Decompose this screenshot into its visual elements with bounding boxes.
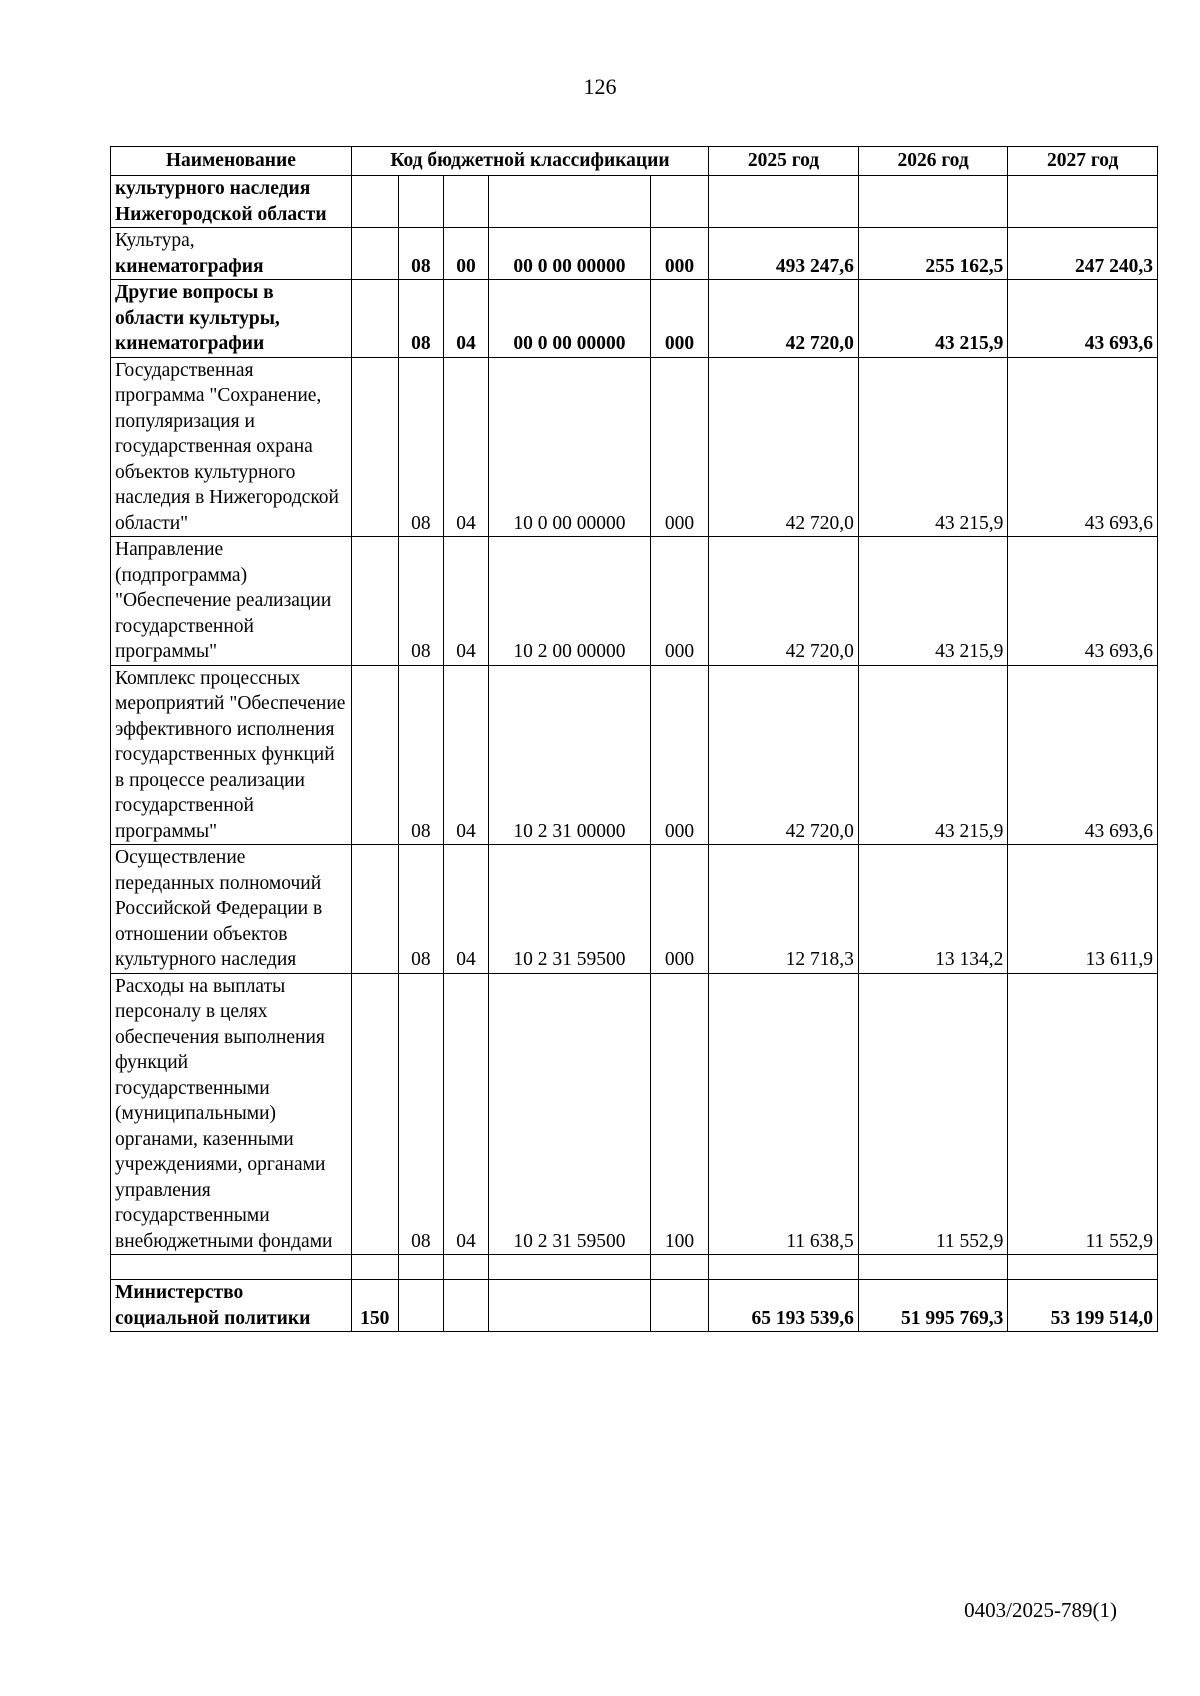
- row-razdel: 08: [398, 845, 443, 974]
- row-2027: 13 611,9: [1008, 845, 1158, 974]
- row-admin: [351, 537, 398, 666]
- table-row: [111, 228, 1158, 280]
- row-2026: 43 215,9: [858, 357, 1008, 537]
- row-2027: [1008, 1255, 1158, 1280]
- table-row: [111, 537, 1158, 666]
- row-csr: [488, 1255, 650, 1280]
- row-2026: 11 552,9: [858, 973, 1008, 1255]
- row-2026: 43 215,9: [858, 665, 1008, 845]
- table-row: [111, 973, 1158, 1255]
- row-podrazdel: 04: [443, 665, 488, 845]
- header-2027: 2027 год: [1008, 147, 1158, 176]
- row-name: Комплекс процессных мероприятий "Обеспечение эффективного исполнения государственных функций в процессе реализации государственной программы": [111, 665, 352, 845]
- row-admin: [351, 1255, 398, 1280]
- row-admin: 150: [351, 1280, 398, 1332]
- row-admin: [351, 845, 398, 974]
- row-podrazdel: [443, 1280, 488, 1332]
- row-podrazdel: 04: [443, 357, 488, 537]
- row-podrazdel: 04: [443, 537, 488, 666]
- page-number: 126: [583, 74, 617, 99]
- row-razdel: 08: [398, 357, 443, 537]
- table-row: [111, 1280, 1158, 1332]
- table-row: [111, 280, 1158, 358]
- row-csr: 10 2 00 00000: [488, 537, 650, 666]
- row-vr: [650, 1280, 708, 1332]
- row-2027: 247 240,3: [1008, 228, 1158, 280]
- table-header-row: [111, 147, 1158, 176]
- table-row-empty: [111, 1255, 1158, 1280]
- row-razdel: 08: [398, 228, 443, 280]
- row-vr: 000: [650, 228, 708, 280]
- row-2025: 42 720,0: [709, 357, 859, 537]
- row-csr: 10 2 31 00000: [488, 665, 650, 845]
- row-2025: [709, 1255, 859, 1280]
- budget-table: [110, 146, 1158, 1332]
- row-2025: 12 718,3: [709, 845, 859, 974]
- table-row: [111, 357, 1158, 537]
- row-2025: 42 720,0: [709, 537, 859, 666]
- table-row: [111, 665, 1158, 845]
- row-name: Расходы на выплаты персоналу в целях обеспечения выполнения функций государственными (муниципальными) органами, казенными учреждениями, органами управления государственными внебюджетными фондами: [111, 973, 352, 1255]
- row-podrazdel: 04: [443, 280, 488, 358]
- row-2027: 43 693,6: [1008, 665, 1158, 845]
- row-vr: [650, 176, 708, 228]
- row-2026: 51 995 769,3: [858, 1280, 1008, 1332]
- row-2025: 65 193 539,6: [709, 1280, 859, 1332]
- row-2025: 42 720,0: [709, 280, 859, 358]
- document-number: 0403/2025-789(1): [964, 1598, 1117, 1622]
- row-name: [111, 1255, 352, 1280]
- row-admin: [351, 665, 398, 845]
- row-name: культурного наследия Нижегородской области: [111, 176, 352, 228]
- header-name: Наименование: [111, 147, 352, 176]
- row-2025: 11 638,5: [709, 973, 859, 1255]
- row-vr: 000: [650, 665, 708, 845]
- row-2026: [858, 176, 1008, 228]
- row-razdel: [398, 1280, 443, 1332]
- row-vr: 000: [650, 357, 708, 537]
- row-csr: 00 0 00 00000: [488, 280, 650, 358]
- row-2026: 43 215,9: [858, 537, 1008, 666]
- row-2027: 53 199 514,0: [1008, 1280, 1158, 1332]
- row-csr: 10 2 31 59500: [488, 845, 650, 974]
- row-podrazdel: 04: [443, 973, 488, 1255]
- row-vr: 000: [650, 537, 708, 666]
- row-2027: 43 693,6: [1008, 537, 1158, 666]
- row-razdel: [398, 176, 443, 228]
- row-name: Государственная программа "Сохранение, популяризация и государственная охрана объектов культурного наследия в Нижегородской области": [111, 357, 352, 537]
- row-2027: 11 552,9: [1008, 973, 1158, 1255]
- row-name: Министерство социальной политики: [111, 1280, 352, 1332]
- row-name: Направление (подпрограмма) "Обеспечение реализации государственной программы": [111, 537, 352, 666]
- row-vr: 000: [650, 845, 708, 974]
- header-2025: 2025 год: [709, 147, 859, 176]
- row-vr: 100: [650, 973, 708, 1255]
- row-podrazdel: [443, 176, 488, 228]
- row-2027: 43 693,6: [1008, 280, 1158, 358]
- row-csr: 10 2 31 59500: [488, 973, 650, 1255]
- row-razdel: 08: [398, 537, 443, 666]
- row-razdel: 08: [398, 973, 443, 1255]
- row-csr: [488, 176, 650, 228]
- table-row: [111, 845, 1158, 974]
- row-admin: [351, 973, 398, 1255]
- table-row: [111, 176, 1158, 228]
- row-razdel: [398, 1255, 443, 1280]
- row-name: Другие вопросы в области культуры, кинематографии: [111, 280, 352, 358]
- row-admin: [351, 176, 398, 228]
- row-2025: 42 720,0: [709, 665, 859, 845]
- row-2025: [709, 176, 859, 228]
- row-2026: 43 215,9: [858, 280, 1008, 358]
- row-vr: [650, 1255, 708, 1280]
- header-2026: 2026 год: [858, 147, 1008, 176]
- row-csr: 00 0 00 00000: [488, 228, 650, 280]
- header-code: Код бюджетной классификации: [351, 147, 709, 176]
- row-name: Осуществление переданных полномочий Российской Федерации в отношении объектов культурного наследия: [111, 845, 352, 974]
- row-admin: [351, 228, 398, 280]
- row-csr: [488, 1280, 650, 1332]
- row-2026: 255 162,5: [858, 228, 1008, 280]
- row-podrazdel: [443, 1255, 488, 1280]
- row-2025: 493 247,6: [709, 228, 859, 280]
- row-csr: 10 0 00 00000: [488, 357, 650, 537]
- row-podrazdel: 04: [443, 845, 488, 974]
- row-razdel: 08: [398, 665, 443, 845]
- row-admin: [351, 280, 398, 358]
- row-name: Культура, кинематография: [111, 228, 352, 280]
- row-2026: 13 134,2: [858, 845, 1008, 974]
- row-2027: [1008, 176, 1158, 228]
- row-vr: 000: [650, 280, 708, 358]
- row-admin: [351, 357, 398, 537]
- row-podrazdel: 00: [443, 228, 488, 280]
- row-2027: 43 693,6: [1008, 357, 1158, 537]
- row-razdel: 08: [398, 280, 443, 358]
- row-2026: [858, 1255, 1008, 1280]
